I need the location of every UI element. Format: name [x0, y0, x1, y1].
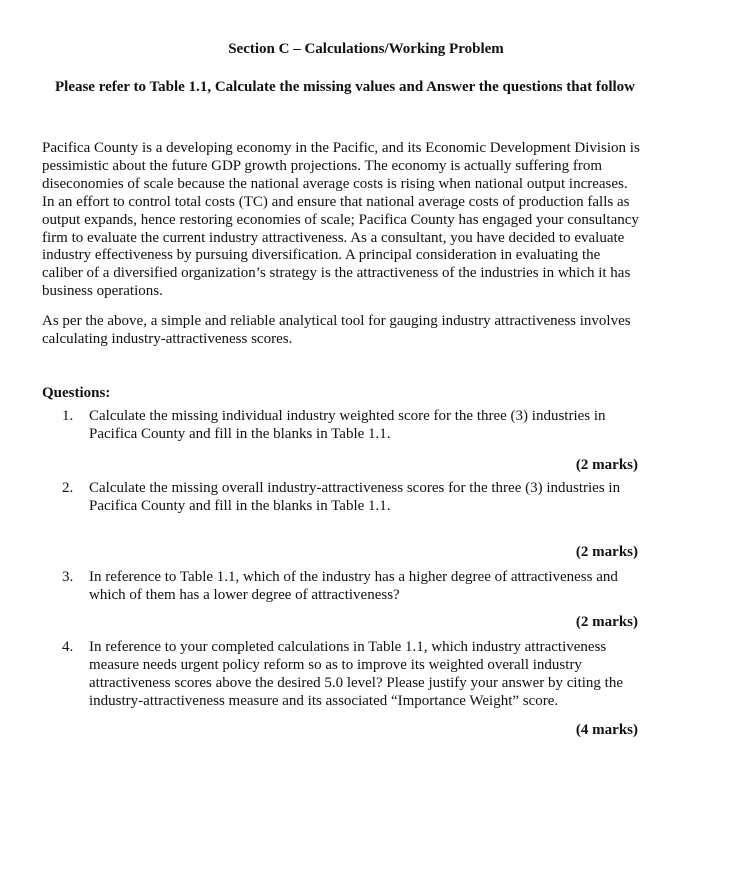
question-4-marks: (4 marks)	[575, 722, 638, 738]
question-number: 4.	[62, 639, 74, 655]
question-1-marks: (2 marks)	[575, 457, 638, 473]
question-number: 1.	[62, 408, 74, 424]
analytical-tool-paragraph: As per the above, a simple and reliable analytical tool for gauging industry attractiveness involves calculating industry-attractiveness scores.	[42, 313, 631, 347]
questions-heading: Questions:	[42, 385, 111, 401]
intro-paragraph: Pacifica County is a developing economy in the Pacific, and its Economic Development Division is pessimistic about the future GDP growth projections. The economy is actually suffering from diseconomies of scale because the national average costs is rising when national output increases. In an effort to control total costs (TC) and ensure that national average costs of production falls as output expands, hence restoring economies of scale; Pacifica County has engaged your consultancy firm to evaluate the current industry attractiveness. As a consultant, you have decided to evaluate industry effectiveness by pursuing diversification. A principal consideration in evaluating the caliber of a diversified organization’s strategy is the attractiveness of the industries in which it has business operations.	[42, 140, 640, 300]
question-3-marks: (2 marks)	[575, 614, 638, 630]
question-2-marks: (2 marks)	[575, 544, 638, 560]
question-number: 2.	[62, 480, 74, 496]
question-text: Calculate the missing overall industry-attractiveness scores for the three (3) industries in Pacifica County and fill in the blanks in Table 1.1.	[89, 480, 621, 514]
section-title: Section C – Calculations/Working Problem	[228, 41, 504, 57]
question-text: In reference to Table 1.1, which of the industry has a higher degree of attractiveness and which of them has a lower degree of attractiveness?	[89, 569, 618, 603]
question-text: Calculate the missing individual industry weighted score for the three (3) industries in Pacifica County and fill in the blanks in Table 1.1.	[89, 408, 606, 442]
question-number: 3.	[62, 569, 74, 585]
instruction-heading: Please refer to Table 1.1, Calculate the missing values and Answer the questions that follow	[54, 79, 635, 95]
question-text: In reference to your completed calculations in Table 1.1, which industry attractiveness measure needs urgent policy reform so as to improve its weighted overall industry attractiveness scores above the desired 5.0 level? Please justify your answer by citing the industry-attractiveness measure and its associated “Importance Weight” score.	[89, 639, 623, 709]
